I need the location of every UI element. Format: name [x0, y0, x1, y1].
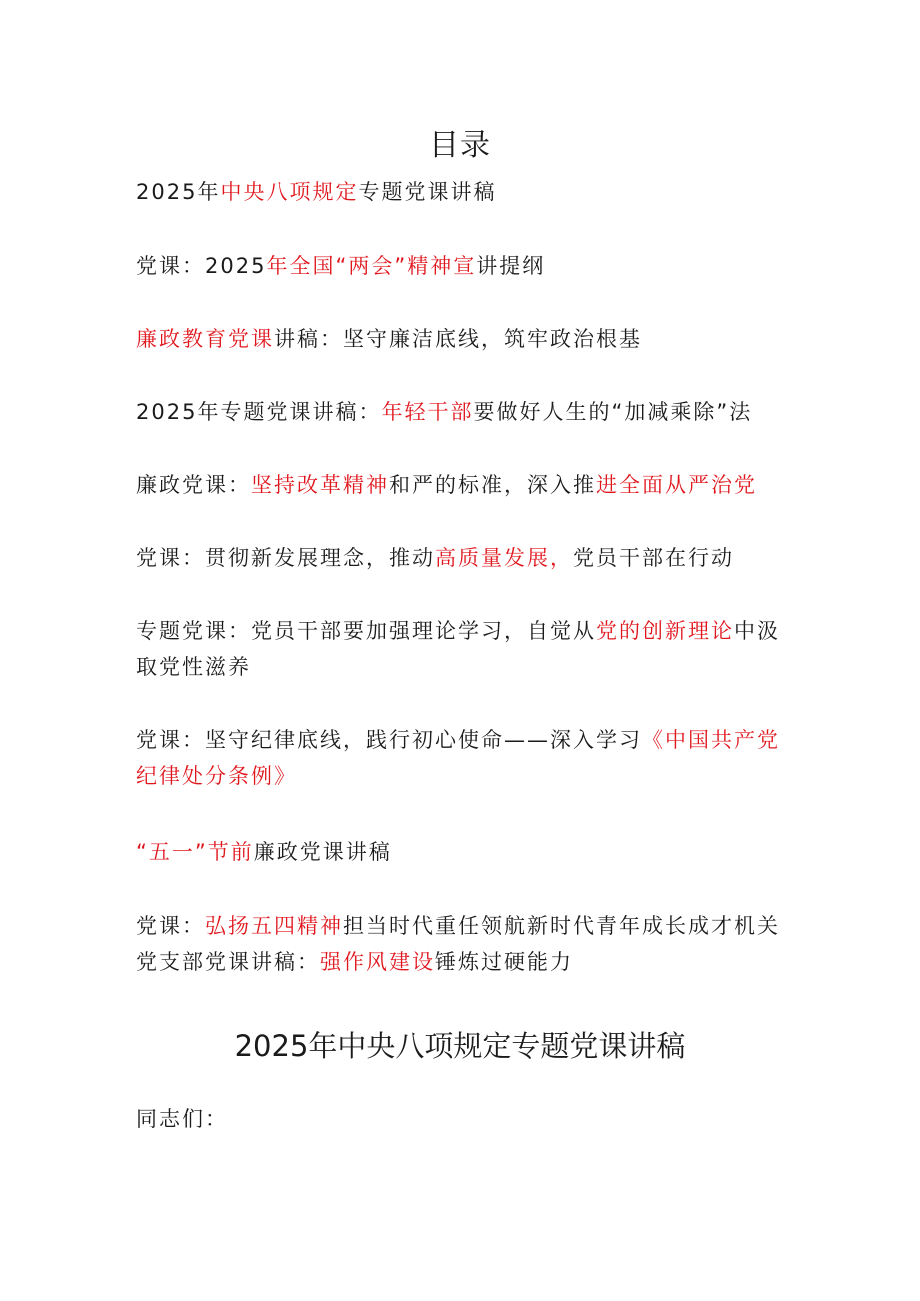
toc-item-text: 和严的标准，深入推 — [389, 473, 596, 497]
toc-item-text: 党课：坚守纪律底线，践行初心使命——深入学习 — [136, 728, 642, 752]
toc-item-highlight: 弘扬五四精神 — [205, 914, 343, 938]
toc-item-text: 中汲取党性滋养 — [136, 619, 780, 679]
toc-item-8[interactable] — [136, 722, 796, 794]
toc-item-text: 党员干部在行动 — [573, 546, 734, 570]
toc-item-2[interactable] — [136, 248, 796, 284]
toc-item-highlight: 中央八项规定 — [220, 180, 359, 204]
toc-item-text: 要做好人生的“加减乘除”法 — [473, 400, 753, 424]
toc-item-highlight: 党的创新理论 — [596, 619, 734, 643]
toc-item-highlight: 坚持改革精神 — [251, 473, 389, 497]
toc-item-highlight: 进全面从严治党 — [596, 473, 757, 497]
toc-item-highlight: 年轻干部 — [381, 400, 474, 424]
toc-item-highlight: 廉政教育党课 — [136, 327, 274, 351]
toc-item-9[interactable] — [136, 834, 796, 870]
toc-item-4[interactable] — [136, 394, 796, 430]
toc-item-text: 专题党课：党员干部要加强理论学习，自觉从 — [136, 619, 596, 643]
toc-item-text: 2025年专题党课讲稿： — [136, 400, 382, 424]
toc-title: 目录 — [429, 128, 491, 163]
toc-item-highlight: 《中国共产党纪律处分条例》 — [136, 728, 780, 788]
toc-item-text: 廉政党课讲稿 — [253, 840, 392, 864]
toc-item-highlight: 高质量发展， — [435, 546, 573, 570]
toc-item-text: 廉政党课： — [136, 473, 251, 497]
toc-item-highlight: “五一”节前 — [136, 840, 254, 864]
toc-item-highlight: 年全国“两会”精神宣 — [266, 254, 477, 278]
toc-item-10[interactable] — [136, 908, 796, 980]
toc-item-text: 锤炼过硬能力 — [435, 950, 573, 974]
toc-item-7[interactable] — [136, 613, 796, 685]
toc-item-highlight: 强作风建设 — [320, 950, 435, 974]
toc-item-text: 党课： — [136, 914, 205, 938]
toc-item-6[interactable] — [136, 540, 796, 576]
toc-item-5[interactable] — [136, 467, 796, 503]
document-heading: 2025年中央八项规定专题党课讲稿 — [234, 1029, 686, 1063]
toc-item-3[interactable] — [136, 321, 796, 357]
toc-item-text: 2025年 — [136, 180, 221, 204]
toc-item-text: 党课：2025 — [136, 254, 267, 278]
toc-item-text: 党课：贯彻新发展理念，推动 — [136, 546, 435, 570]
toc-item-text: 专题党课讲稿 — [358, 180, 497, 204]
toc-item-1[interactable] — [136, 174, 796, 210]
toc-item-text: 担当时代重任领航新时代青年成长成才机关党支部党课讲稿： — [136, 914, 780, 974]
toc-item-text: 讲提纲 — [476, 254, 546, 278]
salutation: 同志们： — [136, 1107, 228, 1131]
toc-item-text: 讲稿：坚守廉洁底线，筑牢政治根基 — [274, 327, 642, 351]
